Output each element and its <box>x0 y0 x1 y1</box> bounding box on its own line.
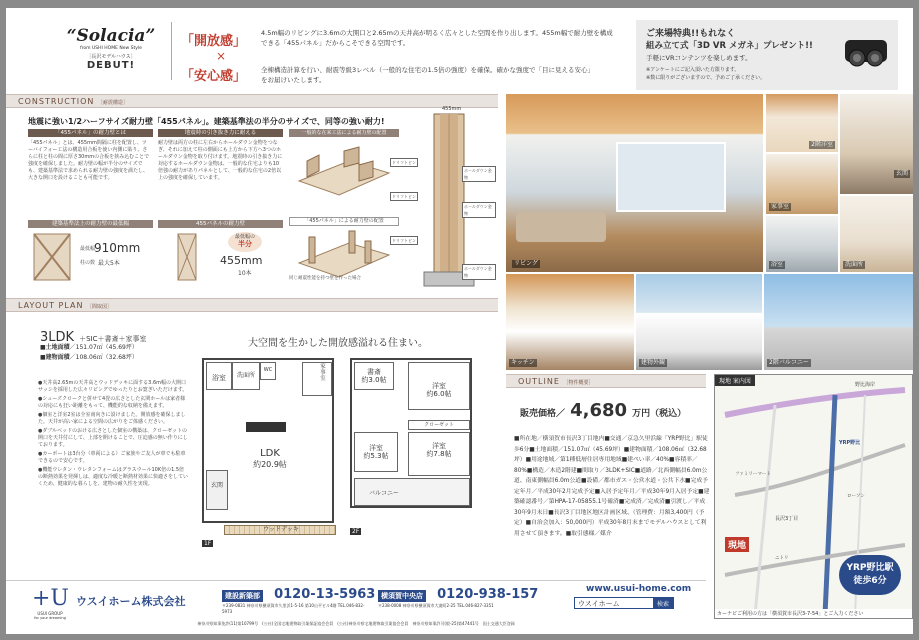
outline-bar-sub: ［物件概要］ <box>563 380 594 386</box>
p455-badge <box>228 232 262 252</box>
plan-type-main: 3LDK <box>40 330 75 345</box>
kaiho-label: 「開放感」 <box>181 34 247 49</box>
price-value: 4,680 <box>570 400 628 421</box>
plan-point: ●ダブルベッドのおける広さとした個室の構築は、クローゼットの開口を天井付にして、上部を開けることで、圧迫感の無い作りにしております。 <box>38 428 188 448</box>
map-label: ローソン <box>847 494 865 499</box>
plan-point: ●シューズクロークと併せて4畳の広さとした玄関ホールは家者様の対応にも狂い距離をもって、機能的な収納を備えます。 <box>38 396 186 409</box>
room-yo1-size: 約6.0帖 <box>426 390 452 398</box>
office2-contact <box>378 583 538 602</box>
box2-title: 地震時の引き抜き力に耐える <box>158 129 283 137</box>
room-yo3-size: 約7.8帖 <box>426 450 452 458</box>
company-logo-sub2: for your dreaming <box>34 616 66 620</box>
layout-headline: 大空間を生かした開放感溢れる住まい。 <box>248 338 428 349</box>
std-wall-illustration <box>32 232 72 282</box>
room-shosai-label: 書斎 <box>367 368 381 376</box>
logo-block <box>66 26 156 71</box>
photo-washitsu <box>766 94 838 152</box>
search-box[interactable] <box>574 597 674 609</box>
room-closet-label: クローゼット <box>424 422 454 428</box>
room-shosai-size: 約3.0帖 <box>361 376 387 384</box>
room-kajishitsu-label: 家事室 <box>320 364 326 382</box>
plan-point: ●天井高2.65mの天井高とウッドデッキに面する3.6m幅の大開口サッシを採用した広々リビングでゆったりとお寛ぎいただけます。 <box>38 380 188 393</box>
photo-genkan <box>840 94 913 194</box>
p455-pillars: 10本 <box>238 270 252 277</box>
deck-label: ウッドデッキ <box>263 526 299 533</box>
construction-headline: 地震に強い1/2ハーフサイズ耐力壁「455パネル」。建築基準法の半分のサイズで、同等の強い耐力! <box>28 117 385 126</box>
area-map <box>714 374 913 619</box>
room-genkan <box>206 470 228 510</box>
site-url[interactable]: www.usui-home.com <box>586 584 692 594</box>
living-window <box>616 142 726 212</box>
outline-bar <box>506 374 706 388</box>
office1-contact <box>222 583 375 602</box>
plan-points <box>38 380 188 488</box>
p455-badge-line1: 最低幅の <box>234 234 255 240</box>
company-logo-mark: +U <box>32 586 69 611</box>
campaign-note2: ※数に限りがございますので、予めご了承ください。 <box>646 75 766 81</box>
room-bath-label: 浴室 <box>212 374 226 382</box>
label-senmen: 洗面所 <box>845 261 864 268</box>
company-logo <box>32 587 68 620</box>
outline-bar-title: OUTLINE <box>518 377 560 386</box>
campaign-sub: 手軽にVRコンテンツを楽しめます。 <box>646 54 752 62</box>
photo-balcony <box>764 274 913 370</box>
std-pillars-label: 柱の数 <box>80 260 96 266</box>
layout-bar-title: LAYOUT PLAN <box>18 301 84 310</box>
room-yo1-label: 洋室 <box>432 382 446 390</box>
construction-bar-sub: ［耐震構造］ <box>97 100 128 106</box>
label-yokushitsu: 浴室 <box>771 261 784 268</box>
photo-living <box>506 94 763 272</box>
construction-bar-title: CONSTRUCTION <box>18 97 95 106</box>
plan-point: ●個室と洋室2室は全室南向きに設けました。開放感を確保しました。天井が高い家による空間の広がりをご体感ください。 <box>38 412 186 425</box>
plan-type <box>40 326 147 345</box>
price-label: 販売価格／ <box>520 409 566 419</box>
vr-goggles-icon <box>841 34 891 74</box>
std-width: 910mm <box>94 241 141 255</box>
floor-area-value: ／108.06㎡（32.68坪） <box>69 354 138 361</box>
std-wall-title: 建築基準法上の耐力壁の最低幅 <box>28 220 153 228</box>
photo-exterior <box>636 274 762 370</box>
office2-phone[interactable]: 0120-938-157 <box>437 587 539 602</box>
campaign-title2: 組み立て式「3D VR メガネ」プレゼント!! <box>646 41 813 51</box>
footer <box>6 580 706 634</box>
diag-title: 一般的な在来工法による耐力壁の配置 <box>289 129 399 137</box>
beam-label: 455mm <box>442 106 462 112</box>
photo-kitchen <box>506 274 634 370</box>
tag-drift-pin-1: ドリフトピン <box>392 160 416 165</box>
beam-illustration <box>392 104 496 290</box>
tag-holddown-2: ホールダウン金物 <box>462 202 496 218</box>
tag-drift-pin-2: ドリフトピン <box>392 194 416 199</box>
search-text: ウスイホーム <box>578 600 620 608</box>
cross-mark: × <box>216 49 227 63</box>
panel455-wall-diagram <box>289 225 399 280</box>
office2-name: 横須賀中央店 <box>378 590 426 602</box>
diag-caption: 「455パネル」による耐力壁の配置 <box>289 217 399 226</box>
outline-details: ■所在地／横須賀市長沢3丁目地内■交通／京急久里浜線「YRP野比」駅徒歩6分■土地面積／151.07㎡（45.69坪）■建物面積／108.06㎡（32.68坪）■用途地域／第1種低層住居専用地域■建ぺい率／40%■容積率／80%■構造／木造2階建■間取り／3LDK+SIC■道路／北西側幅員6.0m公道、南東側幅員6.0m公道■設備／都市ガス・公営水道・公共下水■完成予定年月／平成30年2月完成予定■入居予定年月／平成30年9月入居予定■建築確認番号／第HPA-17-05855.1号確済■完成済／完成済■引渡し／平成30年9月末日■長沢3丁目地区地区計画区域、（管理費：月額3,400円（予定）■自治会加入：50,000円）平成30年8月末までモデルハウスとして利用させて頂きます。■取引態様／媒介 <box>514 436 710 537</box>
campaign-box <box>636 20 898 90</box>
label-washitsu: 2階洋室 <box>811 141 833 148</box>
photo-kazoku <box>766 154 838 214</box>
office1-address: 〒239-0831 神奈川県横須賀市久里浜1-5-16 第10山平ビル4階 TEL.046-832-5973 <box>222 603 365 614</box>
box1-text: 「455パネル」とは、455mm間隔に柱を配置し、ツーバイフォー工法の構造用合板を使い内側に貼り、さらに柱と柱の間に厚さ30mmの合板を挟み込むことで強度を確保しました。耐力壁の幅が半分のサイズでも、建築基準法で求められる耐力壁の強度を満たし、大きな開口を設けることも可能です。 <box>28 140 150 181</box>
photo-senmen <box>840 196 913 272</box>
wall-diagram-block <box>289 129 399 284</box>
tag-holddown-3: ホールダウン金物 <box>462 264 496 280</box>
map-caption: カーナビご利用の方は「横須賀市長沢3-7-54」とご入力ください <box>715 609 913 618</box>
company-logo-sub: USUI GROUP <box>37 611 63 616</box>
campaign-note1: ※アンケートにご記入頂いた方限ります。 <box>646 67 740 73</box>
logo-sub: from USHI HOME New Style <box>80 46 142 51</box>
map-label: ニトリ <box>775 556 789 561</box>
office1-name: 建設新築部 <box>222 590 263 602</box>
floor-1f-marker: 1F <box>204 540 212 547</box>
logo-title: “Solacia” <box>66 26 156 46</box>
room-ldk-label: LDK <box>260 448 280 459</box>
header-divider <box>171 22 172 80</box>
living-sofa <box>516 212 606 242</box>
box2-text: 耐力壁は両方の柱に左右からホールダウン金物をつなぎ、それに加えて柱の側面にも上方から下方へ3つのホールダウン金物を取り付けます。地震時の引き抜き力に対応するホールダウン金物は、一般的な住宅よりも10倍強の耐力がありパネルとして、一般的な住宅の2倍以上の強度を確保しています。 <box>158 140 283 181</box>
label-kazoku: 家事室 <box>771 203 790 210</box>
conventional-wall-diagram <box>289 141 399 201</box>
label-balcony: 2階バルコニー <box>769 359 809 366</box>
label-exterior: 建物外観 <box>641 359 666 366</box>
p455-illustration <box>176 232 198 282</box>
room-ldk-size: 約20.9帖 <box>253 460 287 469</box>
plan-point: ●機能ウレタン・ウレタンフォームはグラスウール10K倍の1.5倍の断熱効果を発揮しは、適度な冷暖と断熱材効果に快適さをしていくため、健康的な暮らしを、建物の耐久性を実現。 <box>38 467 189 487</box>
land-area-value: ／151.07㎡（45.69坪） <box>69 344 138 351</box>
map-label: 野比海岸 <box>855 382 876 388</box>
room-yo3-label: 洋室 <box>432 442 446 450</box>
label-living: リビング <box>514 260 538 267</box>
label-genkan: 玄関 <box>895 170 908 177</box>
station-walk: 徒歩6分 <box>853 576 887 586</box>
tag-holddown-1: ホールダウン金物 <box>462 166 496 182</box>
plan-point: ●カーポートは3台分（車両による）ご家族やご友人が車でも駐車できるので安心です。 <box>38 451 186 464</box>
campaign-title: ご来場特典!!もれなく <box>646 29 736 39</box>
room-yo2-size: 約5.3帖 <box>363 452 389 460</box>
floor-plan-2f <box>350 358 472 508</box>
logo-model: ［長沢モデルハウス］ <box>86 54 136 60</box>
price-line <box>520 400 686 421</box>
label-kitchen: キッチン <box>511 359 535 366</box>
logo-debut: DEBUT! <box>86 60 136 71</box>
map-label: 長沢3丁目 <box>775 516 799 522</box>
map-label: YRP野比 <box>839 440 861 446</box>
station-name: YRP野比駅 <box>846 563 894 573</box>
std-wall-card <box>28 220 153 285</box>
photo-yokushitsu <box>766 216 838 272</box>
floor-plan-1f <box>202 358 334 523</box>
search-button[interactable]: 検索 <box>653 598 673 608</box>
layout-bar-sub: ［間取図］ <box>87 304 113 310</box>
kitchen-counter <box>246 422 286 432</box>
company-name: ウスイホーム株式会社 <box>76 595 186 608</box>
license-line: 神奈川県知事免許(11)第10799号 (公社)全国宅地建物取引業保証協会会員 (公社)神奈川県宅地建物取引業協会会員 神奈川県知事許可(般-25)第47441号 国土交通大臣登録 <box>197 621 515 626</box>
floor-area-label: ■建物面積 <box>40 354 70 361</box>
tag-drift-pin-3: ドリフトピン <box>392 238 416 243</box>
price-unit: 万円（税込） <box>632 409 687 419</box>
office1-phone[interactable]: 0120-13-5963 <box>274 587 376 602</box>
room-wc-1f-label: WC <box>263 367 273 373</box>
map-title: 現地 案内図 <box>715 375 755 386</box>
p455-width: 455mm <box>220 254 263 267</box>
layout-bar <box>6 298 498 312</box>
kaiho-text: 4.5m幅のリビングに3.6mの大開口と2.65mの天井高が明るく広々とした空間を作り出します。455m幅で耐力壁を構成できる「455パネル」だからこそできる空間です。 <box>261 29 613 47</box>
floor-area <box>40 354 138 362</box>
land-area <box>40 344 138 352</box>
room-yo2-label: 洋室 <box>369 444 383 452</box>
anshin-text: 全棟構造計算を行い、耐震等級3レベル（一般的な住宅の1.5倍の強度）を確保。確かな強度で「目に見える安心」をお届けいたします。 <box>261 66 591 84</box>
office2-address: 〒238-0008 神奈川県横須賀市大滝町2-25 TEL.046-827-3351 <box>378 603 494 608</box>
room-wash-label: 洗面所 <box>236 372 255 379</box>
land-area-label: ■土地面積 <box>40 344 70 351</box>
flyer-sheet <box>6 8 913 634</box>
room-balcony-label: バルコニー <box>368 490 399 497</box>
p455-card <box>158 220 283 285</box>
room-genkan-label: 玄関 <box>210 482 223 489</box>
diag-note: 同じ耐震性能を持つ壁を作った場合 <box>289 276 361 281</box>
p455-title: 455パネルの耐力壁 <box>158 220 283 228</box>
std-width-label: 最低幅 <box>80 246 96 252</box>
p455-badge-line2: 半分 <box>238 240 252 248</box>
box1-title: 「455パネル」の耐力壁とは <box>28 129 153 137</box>
genchi-marker: 現地 <box>725 537 749 552</box>
station-badge <box>839 555 901 595</box>
construction-box2 <box>158 129 283 217</box>
construction-box1 <box>28 129 153 217</box>
std-pillars: 最大5本 <box>98 260 120 267</box>
map-label: ファミリーマート <box>735 472 771 477</box>
floor-2f-marker: 2F <box>352 528 360 535</box>
anshin-label: 「安心感」 <box>181 69 247 84</box>
plan-type-sub: ＋SIC＋書斎＋家事室 <box>79 335 147 343</box>
